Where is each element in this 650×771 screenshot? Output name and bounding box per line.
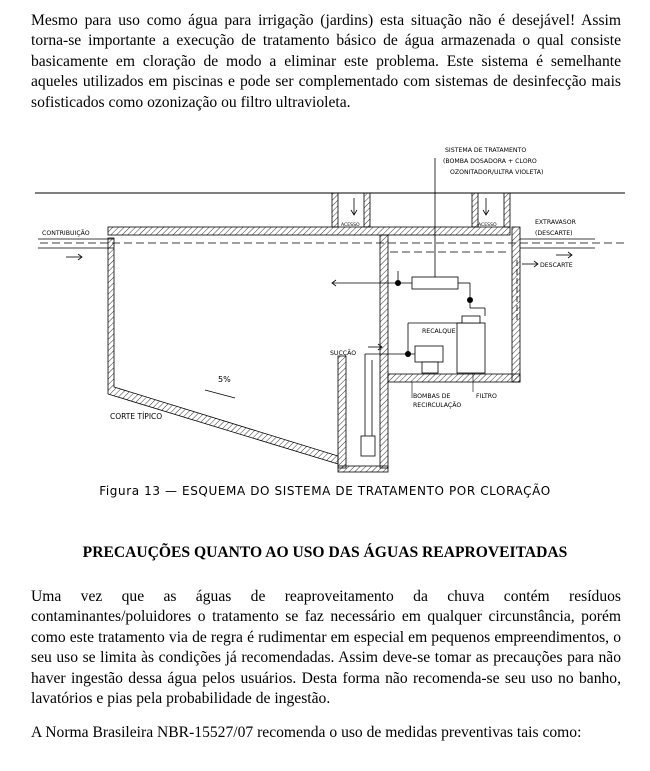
- tank-sloped-floor: [108, 238, 338, 464]
- contribution-label: CONTRIBUIÇÃO: [42, 230, 90, 237]
- last-paragraph: A Norma Brasileira NBR-15527/07 recomenda o uso de medidas preventivas tais como:: [31, 724, 582, 741]
- intro-paragraph: Mesmo para uso como água para irrigação (jardins) esta situação não é desejável! Assim torna-se importante a execução de tratamento básico de água armazenada o qual consiste basicamente em cloração de modo a eliminar este problema. Este sistema é semelhante aqueles utilizados em piscinas e pode ser complementado com sistemas de desinfecção mais sofisticados como ozonização ou filtro ultravioleta.: [31, 12, 621, 111]
- pump-room-floor: [388, 374, 520, 382]
- filter-tank: [457, 323, 485, 373]
- treatment-system-label-1: SISTEMA DE TRATAMENTO: [445, 147, 527, 154]
- filter-label: FILTRO: [476, 393, 497, 400]
- overflow-label-1: EXTRAVASOR: [535, 219, 576, 226]
- suction-label: SUCÇÃO: [330, 350, 357, 357]
- pumps-label-2: RECIRCULAÇÃO: [413, 402, 462, 409]
- slope-label: 5%: [218, 375, 231, 384]
- pumping-label: RECALQUE: [422, 328, 456, 335]
- figure-caption: Figura 13 — ESQUEMA DO SISTEMA DE TRATAMENTO POR CLORAÇÃO: [99, 484, 551, 498]
- treatment-unit: [412, 277, 458, 289]
- access-shaft-right: [472, 193, 510, 227]
- discard-label: DESCARTE: [540, 262, 573, 269]
- pump-room-wall: [512, 227, 520, 382]
- pumps-label-1: BOMBAS DE: [413, 393, 451, 400]
- sump-wall-right: [380, 235, 388, 468]
- sump-wall-left: [338, 356, 346, 468]
- foot-valve: [361, 436, 375, 456]
- overflow-label-2: (DESCARTE): [535, 230, 573, 237]
- section-label: CORTE TÍPICO: [110, 412, 163, 421]
- treatment-system-label-2: (BOMBA DOSADORA + CLORO: [443, 158, 537, 165]
- recirculation-pump: [415, 346, 443, 362]
- body-paragraph: Uma vez que as águas de reaproveitamento da chuva contém resíduos contaminantes/poluidores o tratamento se faz necessário em qualquer circunstância, porém como este tratamento via de regra é rudimentar em especial em pequenos empreendimentos, o seu uso se limita às condições já recomendadas. Assim deve-se tomar as precauções para não haver ingestão dessa água pelos usuários. Desta forma não recomenda-se seu uso no banho, lavatórios e pias pela probabilidade de ingestão.: [31, 588, 621, 708]
- access-label-left: ACESSO: [341, 223, 360, 228]
- access-label-right: ACESSO: [478, 223, 497, 228]
- tank-roof: [108, 227, 510, 235]
- treatment-system-diagram: [30, 140, 630, 480]
- sump-bottom: [338, 466, 388, 472]
- section-heading: PRECAUÇÕES QUANTO AO USO DAS ÁGUAS REAPROVEITADAS: [82, 544, 568, 561]
- treatment-system-label-3: OZONITADOR/ULTRA VIOLETA): [450, 169, 544, 176]
- access-shaft-left: [332, 193, 370, 227]
